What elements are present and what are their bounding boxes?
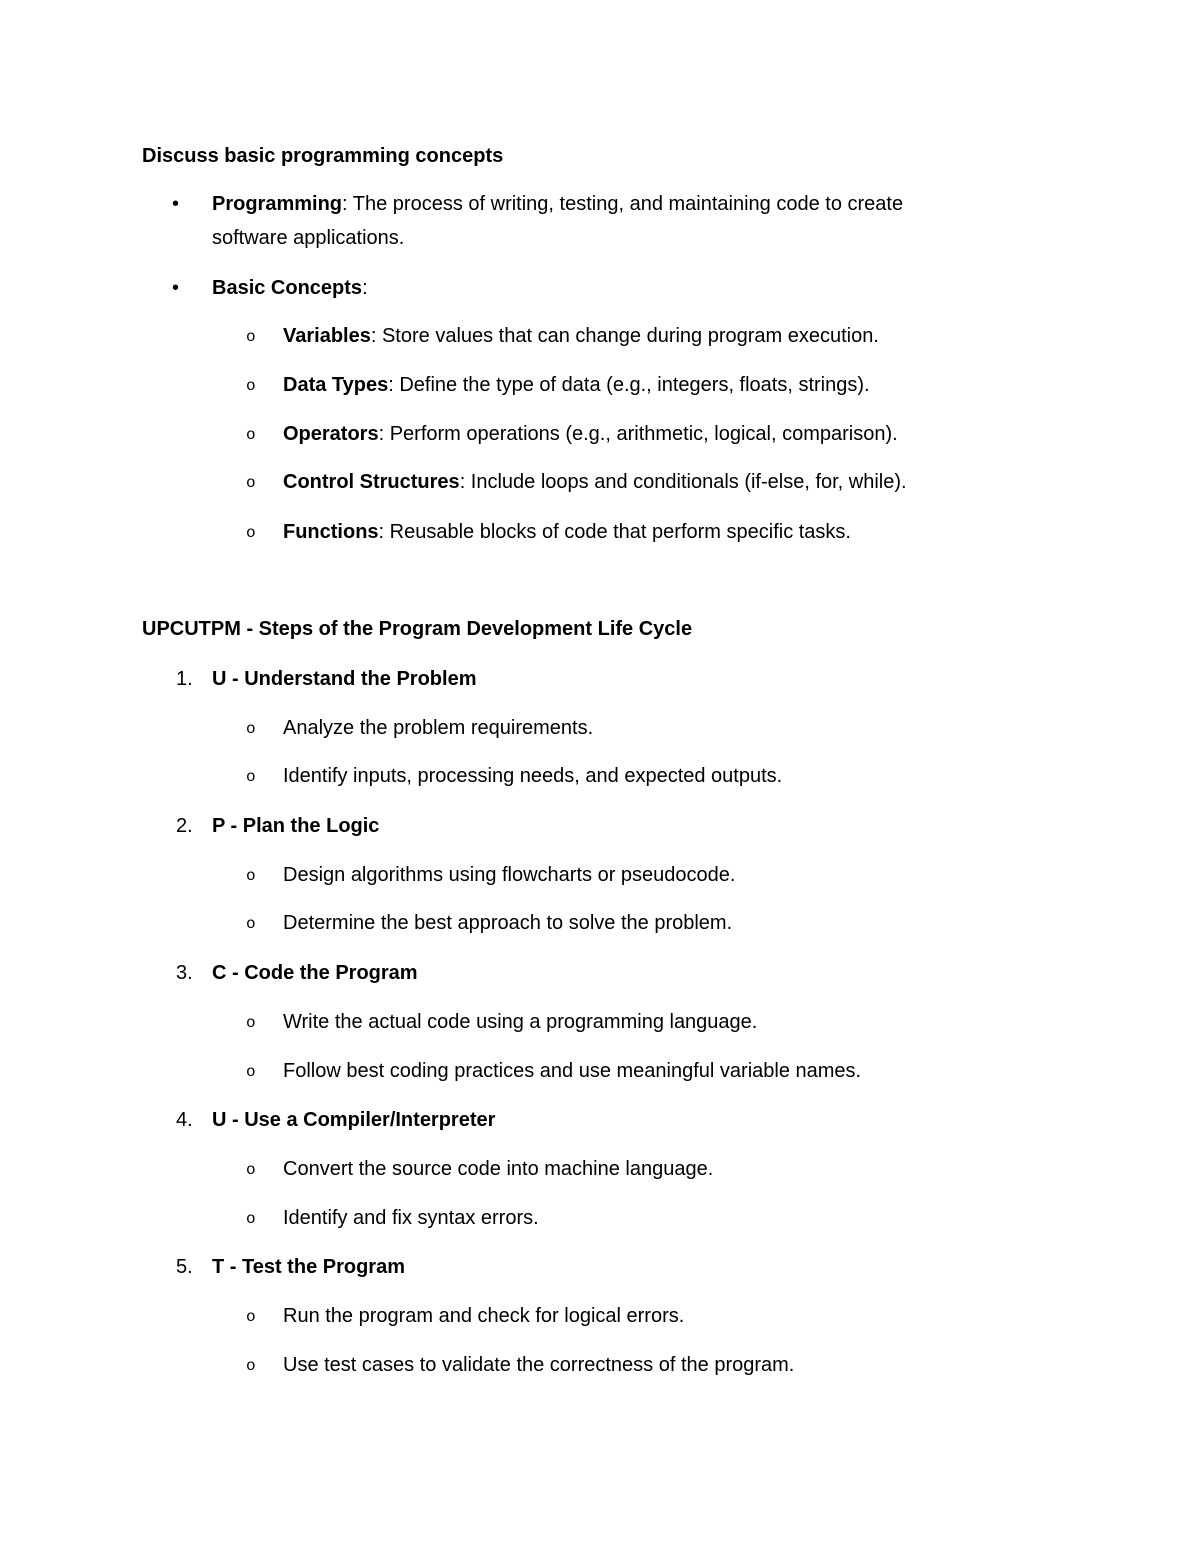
concept-item <box>283 372 870 398</box>
sub-bullet-marker: o <box>246 328 256 346</box>
programming-definition-continued: software applications. <box>212 227 405 249</box>
step-title: P - Plan the Logic <box>212 815 380 837</box>
sub-bullet-marker: o <box>246 1308 256 1326</box>
concept-item <box>283 519 851 545</box>
programming-text: : The process of writing, testing, and maintaining code to create <box>342 193 904 215</box>
step-point: Identify inputs, processing needs, and expected outputs. <box>283 765 783 787</box>
concept-text: : Store values that can change during program execution. <box>370 325 879 347</box>
sub-bullet-marker: o <box>246 1210 256 1228</box>
programming-definition <box>212 191 903 217</box>
step-title: U - Understand the Problem <box>212 668 477 690</box>
basic-concepts-heading <box>212 275 368 301</box>
concept-term: Functions <box>283 521 379 543</box>
step-number: 4. <box>176 1109 193 1131</box>
concept-text: : Define the type of data (e.g., integers, floats, strings). <box>388 374 870 396</box>
sub-bullet-marker: o <box>246 1357 256 1375</box>
step-point: Identify and fix syntax errors. <box>283 1207 539 1229</box>
bullet-marker: • <box>172 277 180 299</box>
bullet-marker: • <box>172 193 180 215</box>
sub-bullet-marker: o <box>246 377 256 395</box>
sub-bullet-marker: o <box>246 474 256 492</box>
sub-bullet-marker: o <box>246 426 256 444</box>
sub-bullet-marker: o <box>246 1063 256 1081</box>
step-point: Design algorithms using flowcharts or pseudocode. <box>283 864 736 886</box>
concept-term: Control Structures <box>283 471 460 493</box>
sub-bullet-marker: o <box>246 768 256 786</box>
concept-term: Variables <box>283 325 371 347</box>
step-point: Follow best coding practices and use meaningful variable names. <box>283 1060 862 1082</box>
step-point: Determine the best approach to solve the problem. <box>283 912 733 934</box>
concept-text: : Reusable blocks of code that perform specific tasks. <box>378 521 851 543</box>
section-title-basic-concepts: Discuss basic programming concepts <box>142 145 504 167</box>
sub-bullet-marker: o <box>246 720 256 738</box>
concept-text: : Include loops and conditionals (if-else, for, while). <box>459 471 907 493</box>
step-title: T - Test the Program <box>212 1256 405 1278</box>
step-point: Run the program and check for logical errors. <box>283 1305 685 1327</box>
step-title: C - Code the Program <box>212 962 418 984</box>
sub-bullet-marker: o <box>246 1014 256 1032</box>
step-point: Write the actual code using a programming language. <box>283 1011 758 1033</box>
step-number: 3. <box>176 962 193 984</box>
sub-bullet-marker: o <box>246 867 256 885</box>
step-number: 1. <box>176 668 193 690</box>
sub-bullet-marker: o <box>246 915 256 933</box>
sub-bullet-marker: o <box>246 524 256 542</box>
step-point: Convert the source code into machine language. <box>283 1158 714 1180</box>
concept-term: Operators <box>283 423 379 445</box>
step-number: 2. <box>176 815 193 837</box>
step-number: 5. <box>176 1256 193 1278</box>
step-point: Use test cases to validate the correctness of the program. <box>283 1354 795 1376</box>
step-point: Analyze the problem requirements. <box>283 717 594 739</box>
concept-text: : Perform operations (e.g., arithmetic, logical, comparison). <box>378 423 898 445</box>
step-title: U - Use a Compiler/Interpreter <box>212 1109 496 1131</box>
concept-item <box>283 323 879 349</box>
basic-concepts-colon: : <box>362 277 368 299</box>
sub-bullet-marker: o <box>246 1161 256 1179</box>
concept-term: Data Types <box>283 374 389 396</box>
concept-item <box>283 469 907 495</box>
section-title-pdlc: UPCUTPM - Steps of the Program Development Life Cycle <box>142 618 693 640</box>
term-programming: Programming <box>212 193 343 215</box>
concept-item <box>283 421 898 447</box>
term-basic-concepts: Basic Concepts <box>212 277 363 299</box>
